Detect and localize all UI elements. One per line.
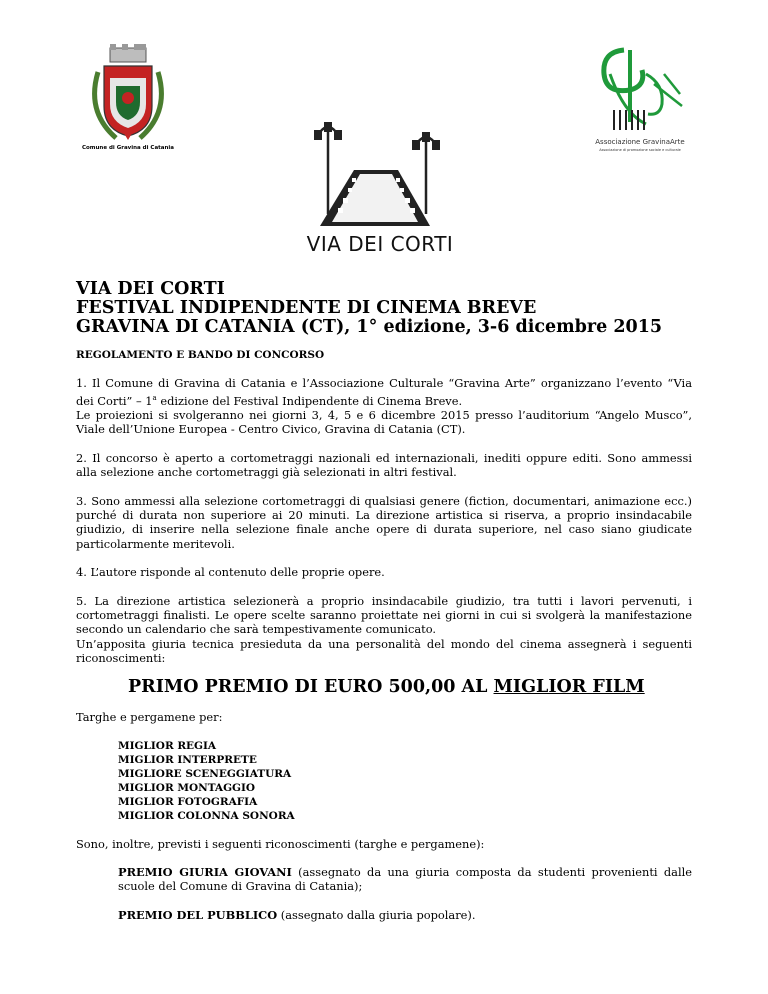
gravinaarte-logo-caption: Associazione GravinaArte xyxy=(595,138,685,146)
first-prize-text: PRIMO PREMIO DI EURO 500,00 AL xyxy=(128,676,494,697)
comune-logo-caption: Comune di Gravina di Catania xyxy=(81,145,175,151)
treble-clef-piano-icon xyxy=(584,44,696,136)
first-prize xyxy=(128,676,692,697)
awards-intro: Targhe e pergamene per: xyxy=(76,710,223,725)
article-5 xyxy=(76,594,692,666)
title-line-2: FESTIVAL INDIPENDENTE DI CINEMA BREVE xyxy=(76,298,537,318)
via-dei-corti-logo-caption: VIA DEI CORTI xyxy=(306,232,454,256)
gravinaarte-logo xyxy=(584,44,696,156)
title-line-3: GRAVINA DI CATANIA (CT), 1° edizione, 3-6 dicembre 2015 xyxy=(76,317,663,337)
coat-of-arms-icon xyxy=(76,42,180,144)
article-1-text-c: Le proiezioni si svolgeranno nei giorni 3, 4, 5 e 6 dicembre 2015 presso l’auditorium “Angelo Musco”, Viale dell’Unione Europea - Centro Civico, Gravina di Catania (CT). xyxy=(76,408,692,437)
article-4: 4. L’autore risponde al contenuto delle proprie opere. xyxy=(76,565,385,580)
regulations-heading: REGOLAMENTO E BANDO DI CONCORSO xyxy=(76,349,325,361)
award-youth-jury-name: PREMIO GIURIA GIOVANI xyxy=(118,864,292,879)
other-awards-intro: Sono, inoltre, previsti i seguenti riconoscimenti (targhe e pergamene): xyxy=(76,836,485,851)
award-item: MIGLIOR REGIA xyxy=(118,739,217,752)
street-lamps-film-strip-icon xyxy=(298,118,462,230)
article-1-text-b: edizione del Festival Indipendente di Cinema Breve. xyxy=(156,393,463,408)
award-audience xyxy=(76,908,692,922)
article-5-text-b: Un’apposita giuria tecnica presieduta da una personalità del mondo del cinema assegnerà i seguenti riconoscimenti: xyxy=(76,636,692,666)
award-audience-name: PREMIO DEL PUBBLICO xyxy=(118,907,278,922)
award-item: MIGLIORE SCENEGGIATURA xyxy=(118,767,292,780)
article-1-sup: a xyxy=(152,393,157,402)
award-item: MIGLIOR INTERPRETE xyxy=(118,753,257,766)
first-prize-underlined: MIGLIOR FILM xyxy=(493,676,645,697)
article-5-text-a: 5. La direzione artistica selezionerà a proprio insindacabile giudizio, tra tutti i lavori pervenuti, i cortometraggi finalisti. Le opere scelte saranno proiettate nei giorni in cui si svolgerà la manifestazione secondo un calendario che sarà tempestivamente comunicato. xyxy=(76,593,692,637)
title-line-1: VIA DEI CORTI xyxy=(76,279,225,299)
award-youth-jury xyxy=(76,865,692,894)
article-1 xyxy=(76,376,692,436)
award-item: MIGLIOR COLONNA SONORA xyxy=(118,809,295,822)
festival-titles xyxy=(76,280,696,337)
awards-list xyxy=(76,739,692,823)
award-item: MIGLIOR MONTAGGIO xyxy=(118,781,256,794)
article-3: 3. Sono ammessi alla selezione cortometraggi di qualsiasi genere (fiction, documentari, animazione ecc.) purché di durata non superiore ai 20 minuti. La direzione artistica si riserva, a proprio insindacabile giudizio, di inserire nella selezione finale anche opere di durata superiore, nel caso siano giudicate particolarmente meritevoli. xyxy=(76,493,692,551)
award-item: MIGLIOR FOTOGRAFIA xyxy=(118,795,258,808)
article-1-text-a: 1. Il Comune di Gravina di Catania e l’Associazione Culturale “Gravina Arte” organizzano l’evento “Via dei Corti” – 1 xyxy=(76,376,692,408)
regulations-body xyxy=(76,348,692,936)
award-youth-jury-desc: (assegnato da una giuria composta da studenti provenienti dalle scuole del Comune di Gravina di Catania); xyxy=(118,864,693,894)
comune-logo xyxy=(76,42,180,154)
article-2: 2. Il concorso è aperto a cortometraggi nazionali ed internazionali, inediti oppure editi. Sono ammessi alla selezione anche cortometraggi già selezionati in altri festival. xyxy=(76,450,692,480)
gravinaarte-logo-subcaption: Associazione di promozione sociale e culturale xyxy=(599,148,681,152)
via-dei-corti-logo xyxy=(298,118,462,258)
award-audience-desc: (assegnato dalla giuria popolare). xyxy=(277,907,476,922)
